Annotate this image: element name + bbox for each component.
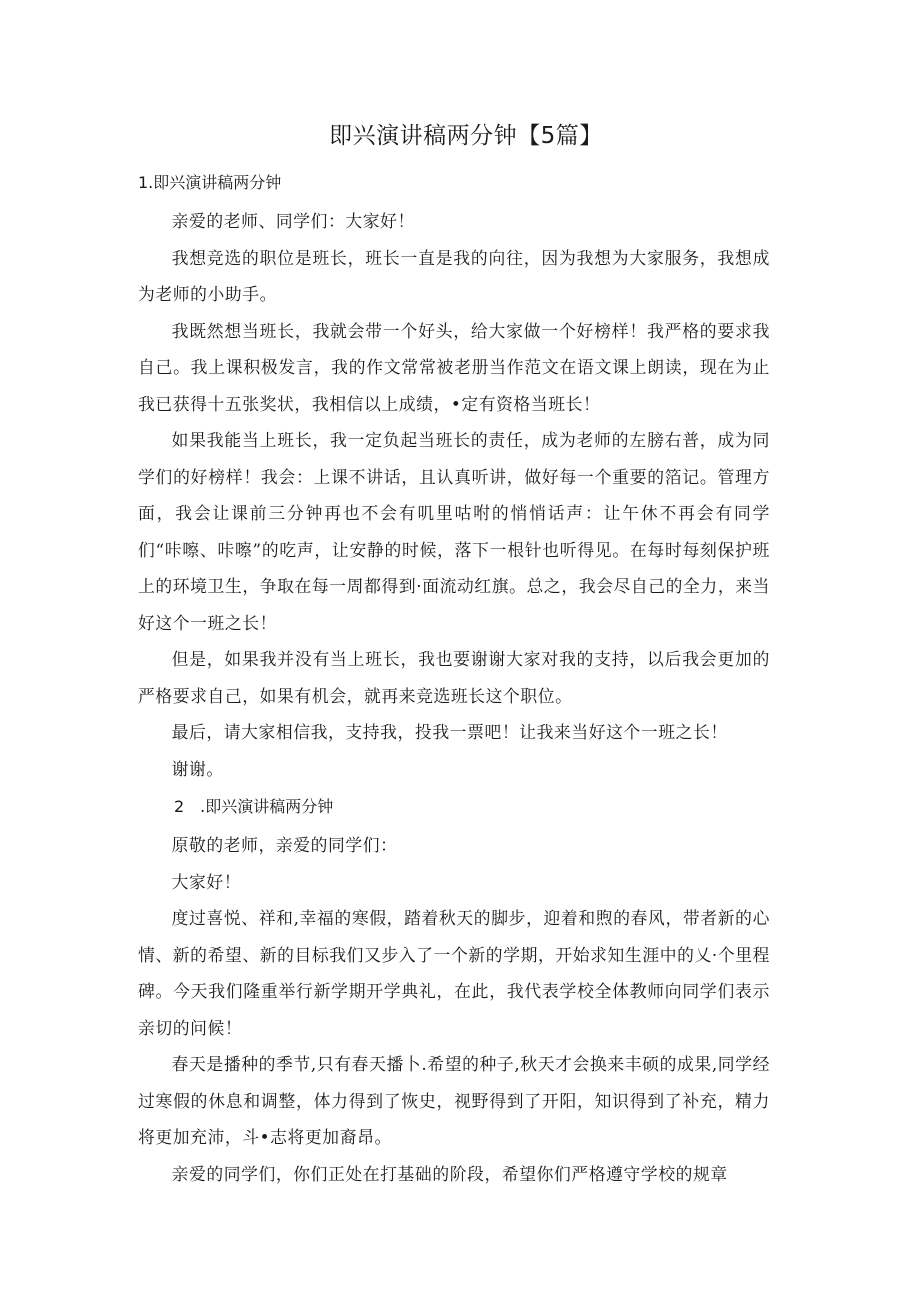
paragraph: 但是，如果我并没有当上班长，我也要谢谢大家对我的支持，以后我会更加的严格要求自己，如果有机会，就再来竞选班长这个职位。	[138, 649, 770, 706]
section-heading-2: 2 .即兴演讲稿两分钟	[174, 797, 334, 816]
paragraph: 最后，请大家相信我，支持我，投我一票吧！让我来当好这个一班之长！	[171, 722, 728, 742]
paragraph: 谢谢。	[171, 758, 224, 779]
paragraph: 亲爱的同学们，你们正处在打基础的阶段，希望你们严格遵守学校的规章	[171, 1163, 728, 1184]
paragraph: 大家好！	[171, 871, 242, 892]
paragraph: 度过喜悦、祥和,幸福的寒假，踏着秋天的脚步，迎着和煦的春风，带者新的心情、新的希望、新的目标我们又步入了一个新的学期，开始求知生涯中的乂·个里程碑。今天我们隆重举行新学期开学典礼，在此，我代表学校全体教师向同学们表示亲切的问候！	[138, 908, 770, 1038]
document-title: 即兴演讲稿两分钟【5篇】	[329, 123, 603, 149]
section-heading-1: 1.即兴演讲稿两分钟	[138, 173, 282, 192]
paragraph: 春天是播种的季节,只有春天播卜.希望的种子,秋天才会换来丰硕的成果,同学经过寒假的休息和调整，体力得到了恢史，视野得到了开阳，知识得到了补充，精力将更加充沛，斗•志将更加裔昂。	[138, 1054, 770, 1147]
paragraph: 我想竞选的职位是班长，班长一直是我的向往，因为我想为大家服务，我想成为老师的小助手。	[138, 247, 770, 304]
paragraph: 我既然想当班长，我就会带一个好头，给大家做一个好榜样！我严格的要求我自己。我上课积极发言，我的作文常常被老册当作范文在语文课上朗读，现在为止我已获得十五张奖状，我相信以上成绩，•定有资格当班长！	[138, 320, 770, 414]
paragraph: 原敬的老师，亲爱的同学们：	[171, 835, 398, 855]
paragraph: 如果我能当上班长，我一定负起当班长的责任，成为老师的左膀右普，成为同学们的好榜样！我会：上课不讲话，且认真听讲，做好每一个重要的箔记。管理方面，我会让课前三分钟再也不会有叽里咕咐的悄悄话声：让午休不再会有同学们“咔嚓、咔嚓”的吃声，让安静的时候，落下一根针也听得见。在每时每刻保护班上的环境卫生，争取在每一周都得到·面流动红旗。总之，我会尽自己的全力，来当好这个一班之长！	[138, 430, 770, 633]
paragraph: 亲爱的老师、同学们：大家好！	[171, 211, 415, 231]
